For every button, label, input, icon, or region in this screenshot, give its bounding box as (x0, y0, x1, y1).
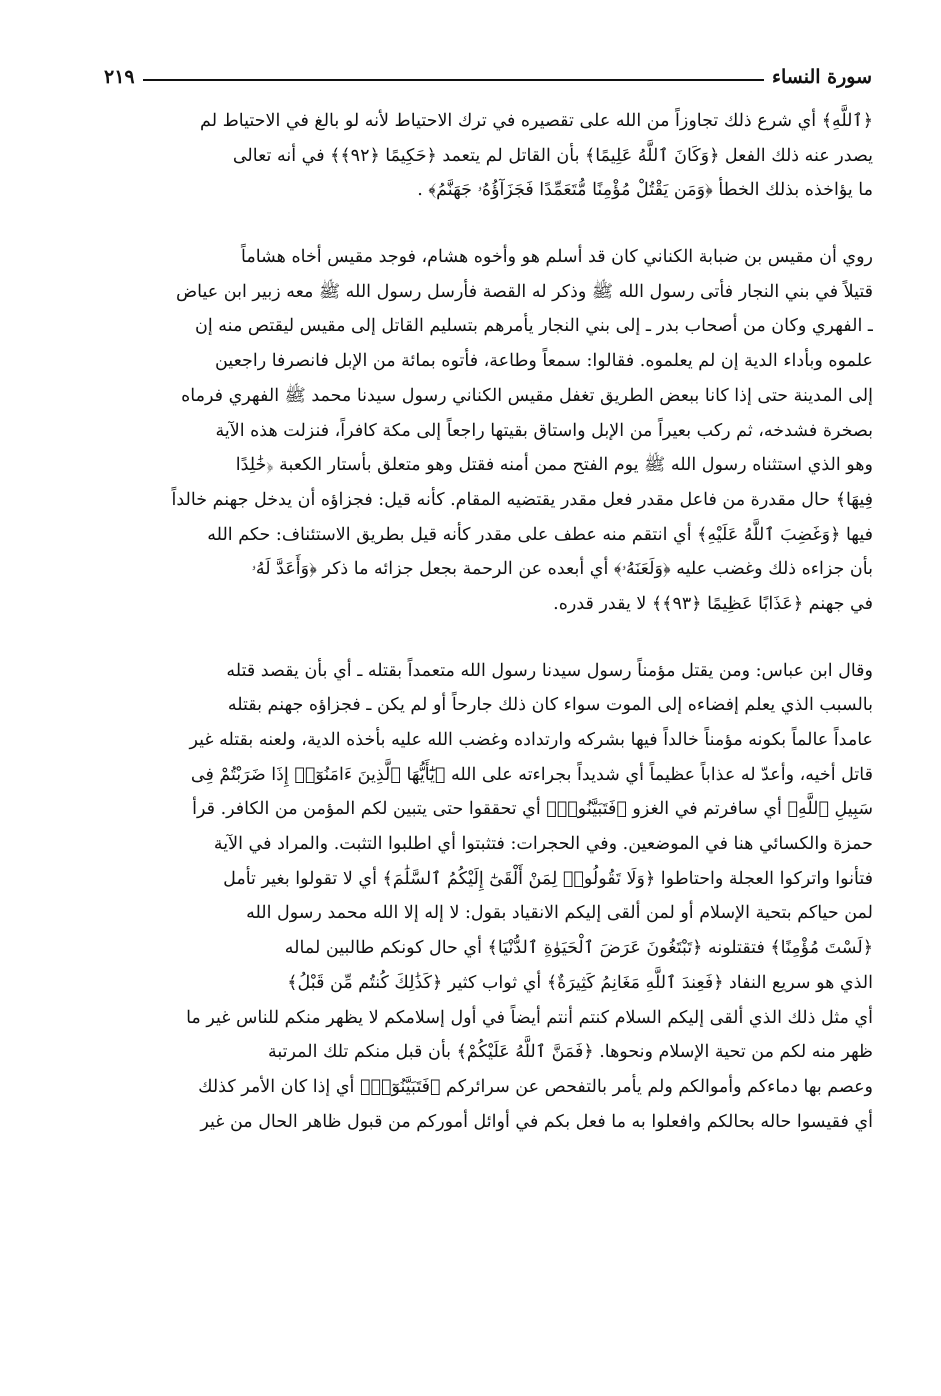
text-line: فِيهَا﴾ حال مقدرة من فاعل مقدر فعل مقدر يقتضيه المقام. كأنه قيل: فجزاؤه أن يدخل جهنم خالداً (171, 489, 873, 510)
text-line: وقال ابن عباس: ومن يقتل مؤمناً رسول سيدنا رسول الله متعمداً بقتله ـ أي بأن يقصد قتله (226, 660, 873, 681)
text-line: الذي هو سريع النفاد ﴿فَعِندَ ٱللَّهِ مَغَانِمُ كَثِيرَةٌ﴾ أي ثواب كثير ﴿كَذَٰلِكَ كُنتُم مِّن قَبْلُ﴾ (287, 972, 873, 993)
text-line: بصخرة فشدخه، ثم ركب بعيراً من الإبل واستاق بقيتها راجعاً إلى مكة كافراً، فنزلت هذه الآية (215, 420, 873, 441)
text-line: بالسبب الذي يعلم إفضاءه إلى الموت سواء كان ذلك جارحاً أو لم يكن ـ فجزاؤه جهنم بقتله (227, 695, 873, 716)
text-line: ظهر منه لكم من تحية الإسلام ونحوها. ﴿فَمَنَّ ٱللَّهُ عَلَيْكُمْ﴾ بأن قبل منكم تلك المرتبة (267, 1042, 873, 1063)
text-line: ﴿لَسْتَ مُؤْمِنًا﴾ فتقتلونه ﴿تَبْتَغُونَ عَرَضَ ٱلْحَيَوٰةِ ٱلدُّنْيَا﴾ أي حال كونكم طالبين لماله (284, 938, 873, 959)
surah-title: سورة النساء (772, 66, 872, 88)
text-line: عامداً عالماً بكونه مؤمناً خالداً فيها بشركه وارتداده وغضب الله عليه بأخذه الدية، ولعنه بقتله غير (189, 730, 873, 750)
paragraph-1 (100, 104, 873, 208)
running-header (104, 60, 872, 94)
text-line: علموه وبأداء الدية إن لم يعلموه. فقالوا: سمعاً وطاعة، فأتوه بمائة من الإبل فانصرفا راجعين (214, 351, 873, 372)
text-line: روي أن مقيس بن ضبابة الكناني كان قد أسلم هو وأخوه هشام، فوجد مقيس أخاه هشاماً (241, 247, 873, 268)
text-line: أي مثل ذلك الذي ألقى إليكم السلام كنتم أنتم أيضاً في أول إسلامكم لا يظهر منكم للناس غير ما (186, 1007, 873, 1028)
text-line: سَبِيلِ ٱللَّهِ﴾ أي سافرتم في الغزو ﴿فَتَبَيَّنُوا۟﴾ أي تحققوا حتى يتبين لكم المؤمن من الكافر. قرأ (192, 799, 873, 820)
paragraph-3 (100, 654, 873, 1140)
text-line: قاتل أخيه، وأعدّ له عذاباً عظيماً أي شديداً بجراءته على الله ﴿يَٰٓأَيُّهَا ٱلَّذِينَ ءَامَنُوٓا۟ إِذَا ضَرَبْتُمْ فِى (190, 764, 873, 785)
text-line: يصدر عنه ذلك الفعل ﴿وَكَانَ ٱللَّهُ عَلِيمًا﴾ بأن القاتل لم يتعمد ﴿حَكِيمًا ﴿٩٢﴾﴾ في أنه تعالى (232, 145, 873, 166)
page-number: ٢١٩ (104, 66, 135, 88)
body-text (100, 104, 873, 1139)
text-line: ﴿ٱللَّهِ﴾ أي شرع ذلك تجاوزاً من الله على تقصيره في ترك الاحتياط لأنه لو بالغ في الاحتياط لم (200, 111, 873, 131)
header-rule (143, 79, 764, 81)
text-line: حمزة والكسائي هنا في الموضعين. وفي الحجرات: فتثبتوا أي اطلبوا التثبت. والمراد في الآية (213, 834, 873, 855)
text-line: وعصم بها دماءكم وأموالكم ولم يأمر بالتفحص عن سرائركم ﴿فَتَبَيَّنُوٓا۟﴾ أي إذا كان الأمر كذلك (198, 1076, 873, 1097)
paragraph-2 (100, 240, 873, 622)
text-line: قتيلاً في بني النجار فأتى رسول الله ﷺ وذكر له القصة فأرسل رسول الله ﷺ معه زبير ابن عياض (176, 281, 873, 302)
text-line: فتأنوا واتركوا العجلة واحتاطوا ﴿وَلَا تَقُولُوا۟ لِمَنْ أَلْقَىٰٓ إِلَيْكُمُ ٱلسَّلَٰمَ﴾ أي لا تقولوا بغير تأمل (223, 868, 873, 889)
text-line: ـ الفهري وكان من أصحاب بدر ـ إلى بني النجار يأمرهم بتسليم القاتل إلى مقيس ليقتص منه إن (195, 316, 873, 337)
text-line: ما يؤاخذه بذلك الخطأ ﴿وَمَن يَقْتُلْ مُؤْمِنًا مُّتَعَمِّدًا فَجَزَآؤُهُۥ جَهَنَّمُ﴾ . (417, 180, 873, 201)
text-line: فيها ﴿وَغَضِبَ ٱللَّهُ عَلَيْهِ﴾ أي انتقم منه عطف على مقدر كأنه قيل بطريق الاستئناف: حكم الله (207, 524, 873, 545)
text-line: بأن جزاءه ذلك وغضب عليه ﴿وَلَعَنَهُۥ﴾ أي أبعده عن الرحمة بجعل جزائه ما ذكر ﴿وَأَعَدَّ لَهُۥ (251, 559, 873, 580)
text-line: وهو الذي استثناه رسول الله ﷺ يوم الفتح ممن أمنه فقتل وهو متعلق بأستار الكعبة ﴿خَٰلِدًا (235, 455, 873, 476)
text-line: لمن حياكم بتحية الإسلام أو لمن ألقى إليكم الانقياد بقول: لا إله إلا الله محمد رسول الله (246, 903, 873, 924)
text-line: أي فقيسوا حاله بحالكم وافعلوا به ما فعل بكم في أوائل أموركم من قبول ظاهر الحال من غير (200, 1111, 873, 1132)
text-line: إلى المدينة حتى إذا كانا ببعض الطريق تغفل مقيس الكناني رسول سيدنا محمد ﷺ الفهري فرماه (181, 385, 873, 406)
text-line: في جهنم ﴿عَذَابًا عَظِيمًا ﴿٩٣﴾﴾ لا يقدر قدره. (553, 593, 873, 614)
